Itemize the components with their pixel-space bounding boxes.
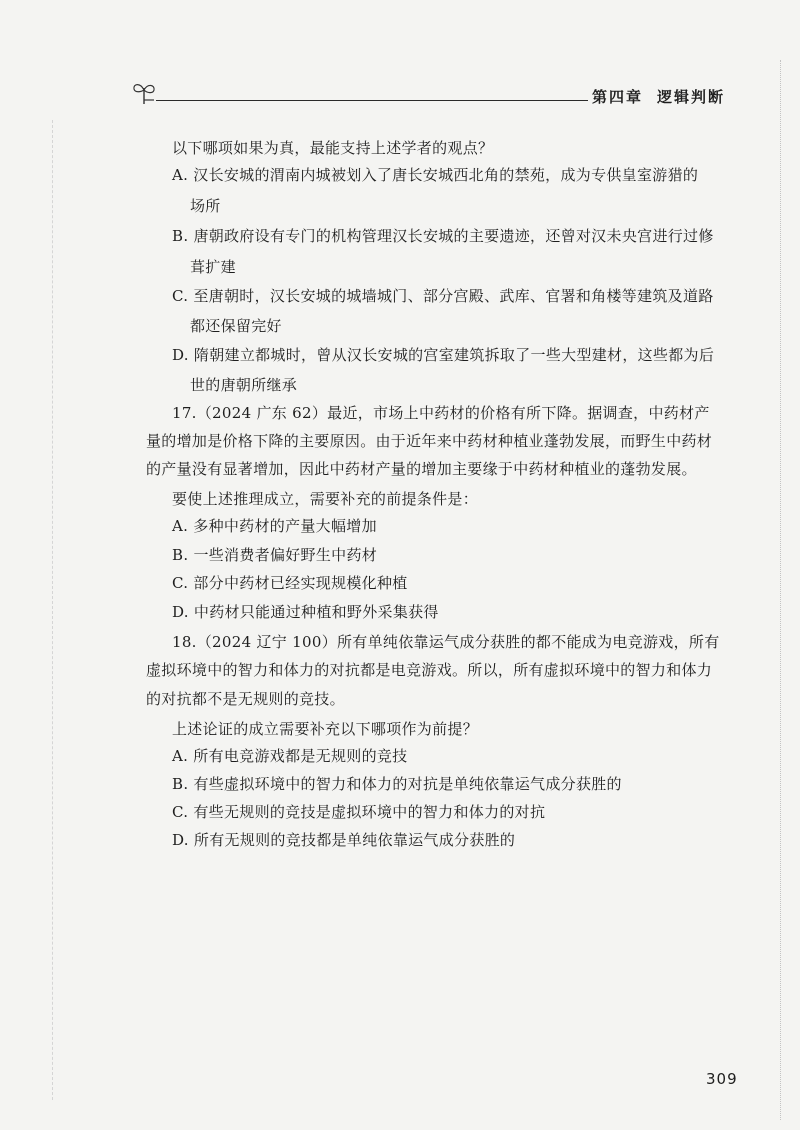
page-number: 309 — [706, 1070, 738, 1088]
header-rule — [156, 100, 588, 101]
chapter-number: 第四章 — [592, 88, 644, 106]
q17-stem-line1: 17.（2024 广东 62）最近，市场上中药材的价格有所下降。据调查，中药材产 — [172, 404, 710, 422]
chapter-name: 逻辑判断 — [657, 88, 726, 106]
option-b-line2: 葺扩建 — [190, 258, 236, 276]
page-header — [130, 78, 730, 112]
option-d-line1: D. 隋朝建立都城时，曾从汉长安城的宫室建筑拆取了一些大型建材，这些都为后 — [172, 346, 715, 364]
q18-stem-line1: 18.（2024 辽宁 100）所有单纯依靠运气成分获胜的都不能成为电竞游戏，所有 — [172, 633, 720, 651]
option-a-line1: A. 汉长安城的渭南内城被划入了唐长安城西北角的禁苑，成为专供皇室游猎的 — [172, 166, 699, 184]
leaf-sprout-icon — [130, 78, 158, 106]
q18-option-b: B. 有些虚拟环境中的智力和体力的对抗是单纯依靠运气成分获胜的 — [172, 775, 622, 793]
q17-stem-line3: 的产量没有显著增加，因此中药材产量的增加主要缘于中药材种植业的蓬勃发展。 — [146, 460, 697, 478]
option-d-line2: 世的唐朝所继承 — [190, 376, 298, 394]
option-c-line1: C. 至唐朝时，汉长安城的城墙城门、部分宫殿、武库、官署和角楼等建筑及道路 — [172, 287, 714, 305]
q18-option-d: D. 所有无规则的竞技都是单纯依靠运气成分获胜的 — [172, 831, 516, 849]
q18-option-c: C. 有些无规则的竞技是虚拟环境中的智力和体力的对抗 — [172, 803, 546, 821]
q18-prompt: 上述论证的成立需要补充以下哪项作为前提？ — [172, 720, 479, 738]
q17-option-c: C. 部分中药材已经实现规模化种植 — [172, 574, 408, 592]
chapter-title — [592, 86, 725, 107]
option-a-line2: 场所 — [190, 197, 221, 215]
scan-edge-right — [780, 60, 782, 1120]
scan-edge-left — [52, 120, 54, 1100]
option-b-line1: B. 唐朝政府设有专门的机构管理汉长安城的主要遗迹，还曾对汉未央宫进行过修 — [172, 227, 714, 245]
q18-option-a: A. 所有电竞游戏都是无规则的竞技 — [172, 747, 408, 765]
q17-stem-line2: 量的增加是价格下降的主要原因。由于近年来中药材种植业蓬勃发展，而野生中药材 — [146, 432, 713, 450]
q18-stem-line3: 的对抗都不是无规则的竞技。 — [146, 690, 345, 708]
q17-option-b: B. 一些消费者偏好野生中药材 — [172, 546, 378, 564]
q17-option-d: D. 中药材只能通过种植和野外采集获得 — [172, 603, 439, 621]
q17-prompt: 要使上述推理成立，需要补充的前提条件是： — [172, 490, 479, 508]
q18-stem-line2: 虚拟环境中的智力和体力的对抗都是电竞游戏。所以，所有虚拟环境中的智力和体力 — [146, 661, 713, 679]
q17-option-a: A. 多种中药材的产量大幅增加 — [172, 517, 377, 535]
question-prompt: 以下哪项如果为真，最能支持上述学者的观点？ — [172, 139, 494, 157]
option-c-line2: 都还保留完好 — [190, 317, 282, 335]
